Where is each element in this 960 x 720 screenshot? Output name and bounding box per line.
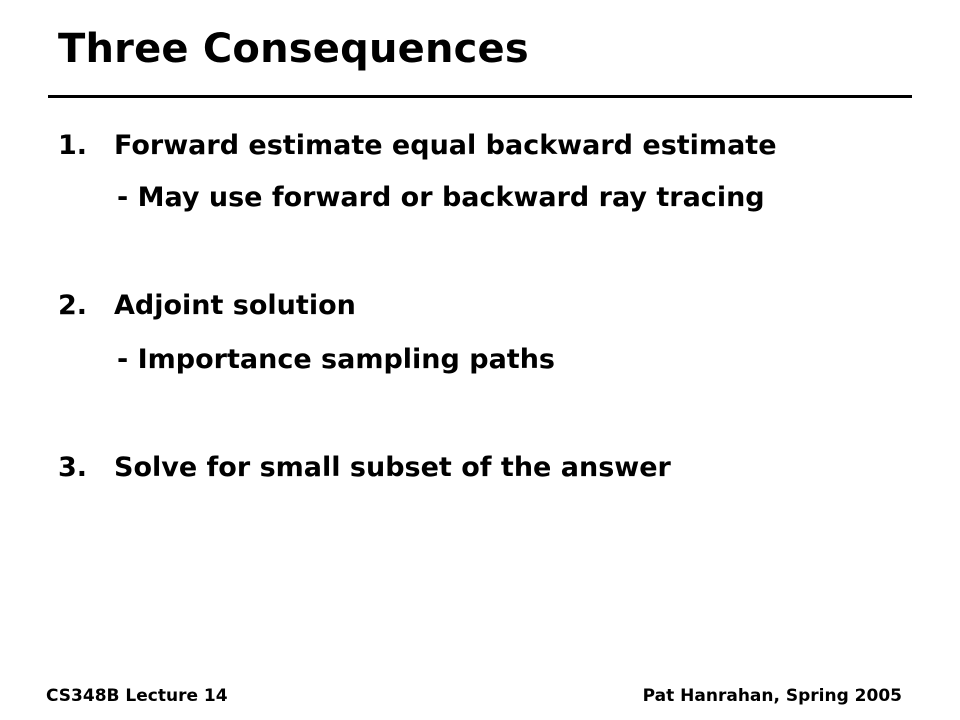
list-item-1-subpoint: - May use forward or backward ray tracing	[117, 182, 765, 213]
title-divider	[48, 95, 912, 98]
slide-title: Three Consequences	[58, 26, 529, 72]
list-item-number: 2.	[58, 290, 88, 321]
list-item-3	[58, 452, 671, 483]
list-item-2	[58, 290, 356, 321]
list-item-number: 3.	[58, 452, 88, 483]
list-item-text: Adjoint solution	[114, 290, 356, 321]
list-item-text: Forward estimate equal backward estimate	[114, 130, 777, 161]
list-item-number: 1.	[58, 130, 88, 161]
list-item-text: Solve for small subset of the answer	[114, 452, 671, 483]
footer-course-label: CS348B Lecture 14	[46, 686, 228, 706]
list-item-1	[58, 130, 777, 161]
footer-author-label: Pat Hanrahan, Spring 2005	[642, 686, 902, 706]
list-item-2-subpoint: - Importance sampling paths	[117, 344, 555, 375]
